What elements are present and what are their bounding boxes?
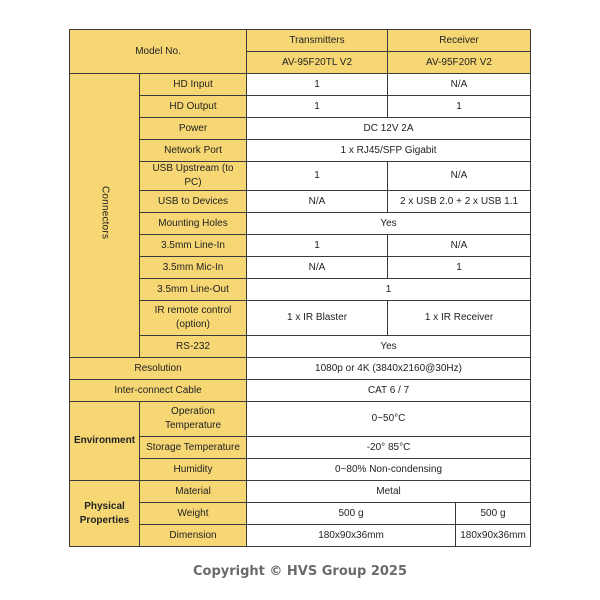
spec-label-operation-temp: Operation Temperature	[140, 402, 247, 437]
spec-label-network-port: Network Port	[140, 140, 247, 162]
spec-label-rs232: RS-232	[140, 336, 247, 358]
tx-dimension: 180x90x36mm	[247, 525, 456, 547]
value-operation-temp: 0~50°C	[247, 402, 531, 437]
spec-label-mounting-holes: Mounting Holes	[140, 213, 247, 235]
rx-dimension: 180x90x36mm	[456, 525, 531, 547]
tx-hd-input: 1	[247, 74, 388, 96]
value-line-out: 1	[247, 279, 531, 301]
tx-weight: 500 g	[247, 503, 456, 525]
value-humidity: 0~80% Non-condensing	[247, 459, 531, 481]
spec-label-material: Material	[140, 481, 247, 503]
cable-value: CAT 6 / 7	[247, 380, 531, 402]
connectors-section-label	[70, 74, 140, 358]
transmitter-model: AV-95F20TL V2	[247, 52, 388, 74]
rx-usb-to-devices: 2 x USB 2.0 + 2 x USB 1.1	[388, 191, 531, 213]
tx-ir-remote: 1 x IR Blaster	[247, 301, 388, 336]
value-power: DC 12V 2A	[247, 118, 531, 140]
value-mounting-holes: Yes	[247, 213, 531, 235]
rx-mic-in: 1	[388, 257, 531, 279]
spec-label-humidity: Humidity	[140, 459, 247, 481]
rx-hd-input: N/A	[388, 74, 531, 96]
model-no-label: Model No.	[70, 30, 247, 74]
tx-line-in: 1	[247, 235, 388, 257]
spec-label-ir-remote: IR remote control (option)	[140, 301, 247, 336]
spec-label-hd-input: HD Input	[140, 74, 247, 96]
spec-label-usb-to-devices: USB to Devices	[140, 191, 247, 213]
cable-label: Inter-connect Cable	[70, 380, 247, 402]
spec-label-line-out: 3.5mm Line-Out	[140, 279, 247, 301]
spec-label-storage-temp: Storage Temperature	[140, 437, 247, 459]
resolution-label: Resolution	[70, 358, 247, 380]
copyright-footer: Copyright © HVS Group 2025	[192, 564, 408, 579]
tx-usb-to-devices: N/A	[247, 191, 388, 213]
tx-mic-in: N/A	[247, 257, 388, 279]
receiver-model: AV-95F20R V2	[388, 52, 531, 74]
spec-label-mic-in: 3.5mm Mic-In	[140, 257, 247, 279]
transmitters-header: Transmitters	[247, 30, 388, 52]
receiver-header: Receiver	[388, 30, 531, 52]
spec-label-hd-output: HD Output	[140, 96, 247, 118]
rx-line-in: N/A	[388, 235, 531, 257]
spec-table	[69, 29, 531, 547]
rx-usb-upstream: N/A	[388, 162, 531, 191]
value-network-port: 1 x RJ45/SFP Gigabit	[247, 140, 531, 162]
connectors-label: Connectors	[99, 186, 111, 240]
spec-label-weight: Weight	[140, 503, 247, 525]
value-storage-temp: -20° 85°C	[247, 437, 531, 459]
resolution-value: 1080p or 4K (3840x2160@30Hz)	[247, 358, 531, 380]
spec-label-line-in: 3.5mm Line-In	[140, 235, 247, 257]
rx-hd-output: 1	[388, 96, 531, 118]
spec-label-usb-upstream: USB Upstream (to PC)	[140, 162, 247, 191]
rx-ir-remote: 1 x IR Receiver	[388, 301, 531, 336]
environment-label: Environment	[70, 402, 140, 481]
physical-properties-label: Physical Properties	[70, 481, 140, 547]
spec-label-power: Power	[140, 118, 247, 140]
value-rs232: Yes	[247, 336, 531, 358]
spec-label-dimension: Dimension	[140, 525, 247, 547]
rx-weight: 500 g	[456, 503, 531, 525]
value-material: Metal	[247, 481, 531, 503]
tx-usb-upstream: 1	[247, 162, 388, 191]
tx-hd-output: 1	[247, 96, 388, 118]
